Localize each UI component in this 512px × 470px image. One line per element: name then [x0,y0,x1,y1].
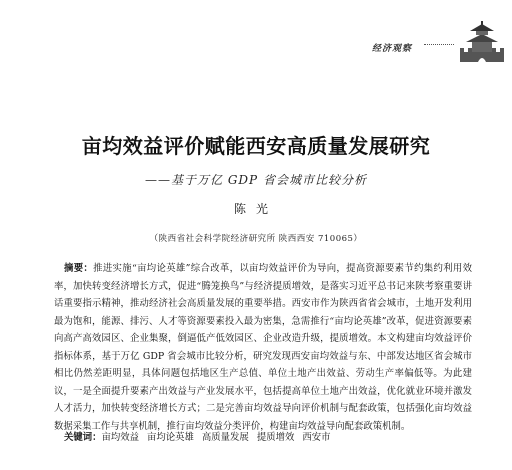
keyword: 提质增效 [256,432,295,443]
article-subtitle: ——基于万亿 GDP 省会城市比较分析 [145,173,367,187]
city-wall-logo-icon [458,18,506,66]
keyword: 亩均效益 [101,432,140,443]
keywords-label: 关键词： [64,432,102,443]
article-title: 亩均效益评价赋能西安高质量发展研究 [81,134,431,158]
keyword: 亩均论英雄 [147,432,194,443]
abstract-label: 摘要： [64,263,94,274]
keyword: 西安市 [302,432,331,443]
page-header [0,0,512,70]
section-divider [424,44,454,46]
author-affiliation: （陕西省社会科学院经济研究所 陕西西安 710065） [149,234,363,244]
abstract [54,260,472,435]
keyword: 高质量发展 [201,432,249,443]
author-name: 陈光 [233,202,278,216]
abstract-text: 推进实施“亩均论英雄”综合改革，以亩均效益评价为导向，提高资源要素节约集约利用效率，加快转变经济增长方式，促进“腾笼换鸟”与经济提质增效，是落实习近平总书记来陕考察重要讲话重要指示精神，推动经济社会高质量发展的重要举措。西安市作为陕西省省会城市，土地开发利用最为饱和，能源、排污、人才等资源要素投入最为密集，急需推行“亩均论英雄”改革，促进资源要素向高产高效园区、企业集聚，倒逼低产低效园区、企业改造升级，提质增效。本文构建亩均效益评价指标体系，基于万亿 GDP 省会城市比较分析，研究发现西安亩均效益与东、中部发达地区省会城市相比仍然差距明显，具体问题包括地区生产总值、单位土地产出效益、劳动生产率偏低等。为此建议，一是全面提升要素产出效益与产业发展水平，包括提高单位土地产出效益，优化就业环境并激发人才活力，加快转变经济增长方式；二是完善亩均效益导向评价机制与配套政策，包括强化亩均效益数据采集工作与共享机制，推行亩均效益分类评价，构建亩均效益导向配套政策机制。 [54,263,472,432]
section-label: 经济观察 [372,44,413,54]
keywords [54,429,482,446]
